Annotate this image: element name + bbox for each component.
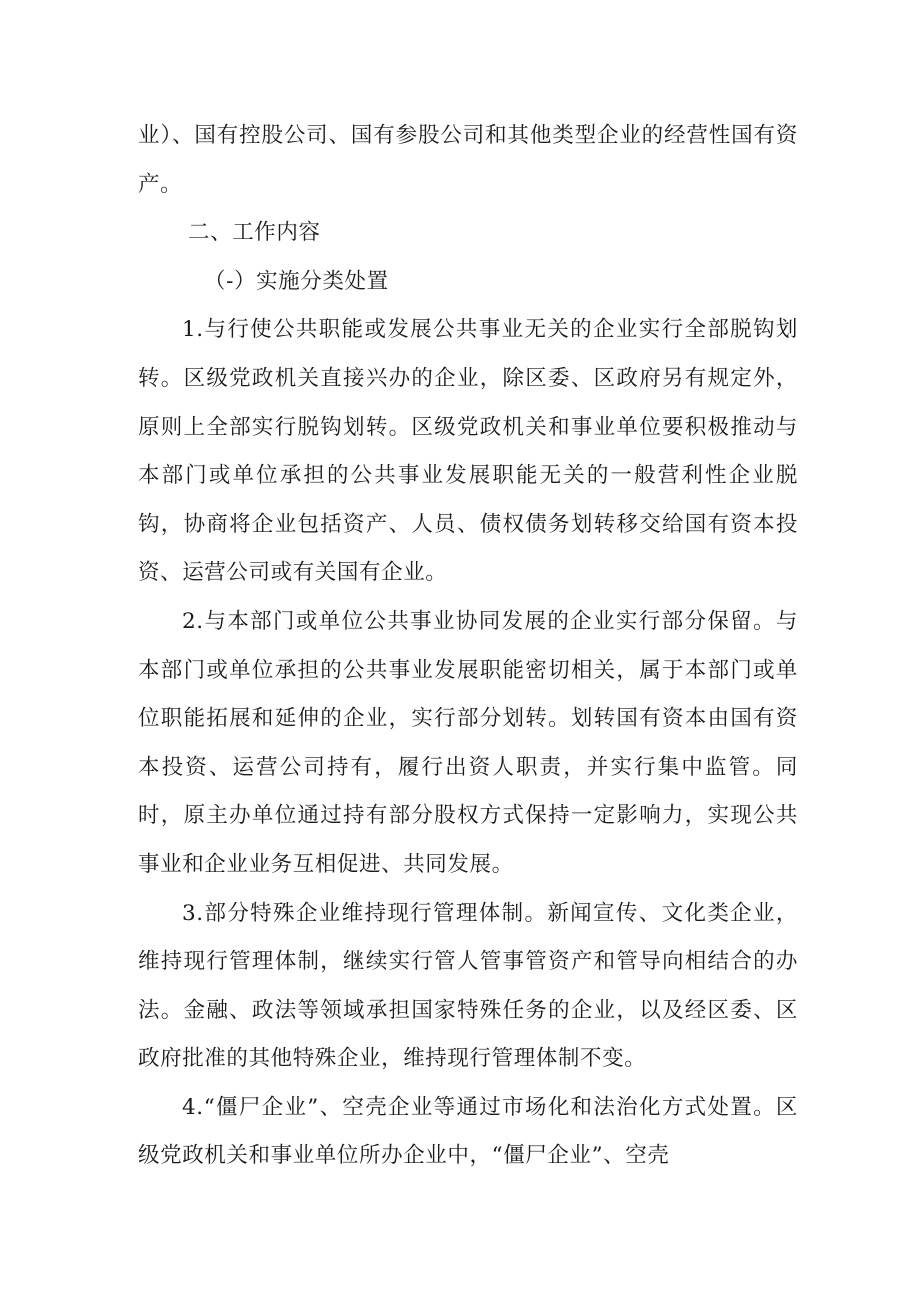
section-heading-work-content: 二、工作内容 [188,220,321,246]
subsection-heading-classified-disposal: （-）实施分类处置 [204,268,389,294]
paragraph-continuation-scope: 业）、国有控股公司、国有参股公司和其他类型企业的经营性国有资产。 [138,123,798,197]
paragraph-item-4: 4.“僵尸企业”、空壳企业等通过市场化和法治化方式处置。区级党政机关和事业单位所办企业中，“僵尸企业”、空壳 [138,1094,798,1169]
document-body [138,112,798,1181]
paragraph-item-3: 3.部分特殊企业维持现行管理体制。新闻宣传、文化类企业，维持现行管理体制，继续实行管人管事管资产和管导向相结合的办法。金融、政法等领域承担国家特殊任务的企业，以及经区委、区政府批准的其他特殊企业，维持现行管理体制不变。 [138,900,798,1072]
paragraph-item-1: 1.与行使公共职能或发展公共事业无关的企业实行全部脱钩划转。区级党政机关直接兴办的企业，除区委、区政府另有规定外，原则上全部实行脱钩划转。区级党政机关和事业单位要积极推动与本部门或单位承担的公共事业发展职能无关的一般营利性企业脱钩，协商将企业包括资产、人员、债权债务划转移交给国有资本投资、运营公司或有关国有企业。 [138,317,798,586]
paragraph-item-2: 2.与本部门或单位公共事业协同发展的企业实行部分保留。与本部门或单位承担的公共事业发展职能密切相关，属于本部门或单位职能拓展和延伸的企业，实行部分划转。划转国有资本由国有资本投资、运营公司持有，履行出资人职责，并实行集中监管。同时，原主办单位通过持有部分股权方式保持一定影响力，实现公共事业和企业业务互相促进、共同发展。 [138,608,798,877]
